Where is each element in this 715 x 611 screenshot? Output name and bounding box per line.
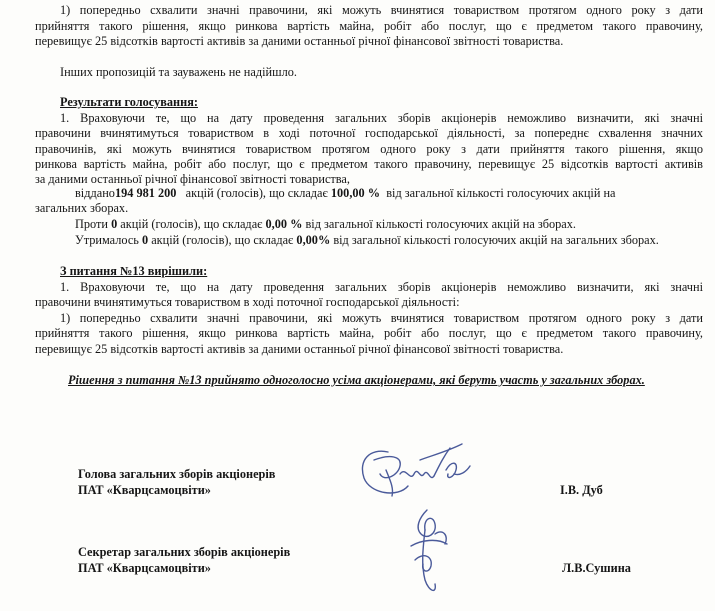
results-line1: 1. Враховуючи те, що на дату проведення загальних зборів акціонерів неможливо визначити, які значні	[60, 111, 703, 125]
results-heading: Результати голосування:	[60, 95, 198, 109]
para1-line2: прийняття такого рішення, якщо ринкова вартість майна, робіт або послуг, що є предметом такого правочину,	[35, 19, 703, 33]
decided-heading: З питання №13 вирішили:	[60, 264, 208, 278]
results-line3: правочинів, які можуть вчинятися товариством протягом одного року з дати прийняття такого рішення, якщо	[35, 142, 703, 156]
para1-line1: 1) попередньо схвалити значні правочини, які можуть вчинятися товариством протягом одного року з дати	[60, 3, 703, 17]
decided-line2: правочини вчинятимуться товариством в ході поточної господарської діяльності:	[35, 295, 460, 309]
votes-against-line	[75, 217, 576, 232]
secretary-signature	[385, 500, 475, 600]
no-proposals-text: Інших пропозицій та зауважень не надійшло.	[60, 65, 297, 79]
votes-abstain-mid: акцій (голосів), що складає	[151, 233, 294, 247]
decided-line3: 1) попередньо схвалити значні правочини, які можуть вчинятися товариством протягом одного року з дати	[60, 311, 703, 325]
votes-for-count: 194 981 200	[114, 186, 177, 200]
secretary-org: ПАТ «Кварцсамоцвіти»	[78, 561, 211, 575]
votes-abstain-percent: 0,00%	[296, 233, 331, 247]
votes-for-mid: акцій (голосів), що складає	[185, 186, 328, 200]
resolution-text: Рішення з питання №13 прийнято одноголосно усіма акціонерами, які беруть участь у загальних зборах.	[68, 373, 645, 387]
votes-for-tail: загальних зборах.	[35, 201, 129, 215]
votes-against-mid: акцій (голосів), що складає	[120, 217, 263, 231]
chairman-signature	[350, 430, 480, 510]
results-line4: ринкова вартість майна, робіт або послуг, що є предметом такого правочину, перевищує 25 відсотків вартості активів	[35, 157, 703, 171]
votes-abstain-line	[75, 233, 659, 248]
decided-line1: 1. Враховуючи те, що на дату проведення загальних зборів акціонерів неможливо визначити, які значні	[60, 280, 703, 294]
para1-line3: перевищує 25 відсотків вартості активів за даними останньої річної фінансової звітності товариства.	[35, 34, 564, 48]
votes-against-suffix: від загальної кількості голосуючих акцій на зборах.	[305, 217, 576, 231]
results-line2: правочини вчинятимуться товариством в ході поточної господарської діяльності, за попереднє схвалення значних	[35, 126, 703, 140]
chairman-name: І.В. Дуб	[560, 483, 603, 497]
votes-for-prefix: віддано	[75, 186, 115, 200]
votes-abstain-suffix: від загальної кількості голосуючих акцій на загальних зборах.	[333, 233, 659, 247]
votes-against-prefix: Проти	[75, 217, 108, 231]
votes-for-suffix: від загальної кількості голосуючих акцій на	[386, 186, 616, 200]
votes-for-line	[75, 186, 703, 201]
votes-for-percent: 100,00 %	[330, 186, 381, 200]
votes-against-count: 0	[111, 217, 118, 231]
secretary-title: Секретар загальних зборів акціонерів	[78, 545, 291, 559]
chairman-org: ПАТ «Кварцсамоцвіти»	[78, 483, 211, 497]
votes-abstain-count: 0	[141, 233, 149, 247]
results-line5: за даними останньої річної фінансової звітності товариства,	[35, 172, 350, 186]
chairman-title: Голова загальних зборів акціонерів	[78, 467, 276, 481]
votes-abstain-prefix: Утрималось	[75, 233, 139, 247]
votes-against-percent: 0,00 %	[265, 217, 303, 231]
secretary-name: Л.В.Сушина	[562, 561, 631, 575]
decided-line5: перевищує 25 відсотків вартості активів за даними останньої річної фінансової звітності товариства.	[35, 342, 564, 356]
decided-line4: прийняття такого рішення, якщо ринкова вартість майна, робіт або послуг, що є предметом такого правочину,	[35, 326, 703, 340]
